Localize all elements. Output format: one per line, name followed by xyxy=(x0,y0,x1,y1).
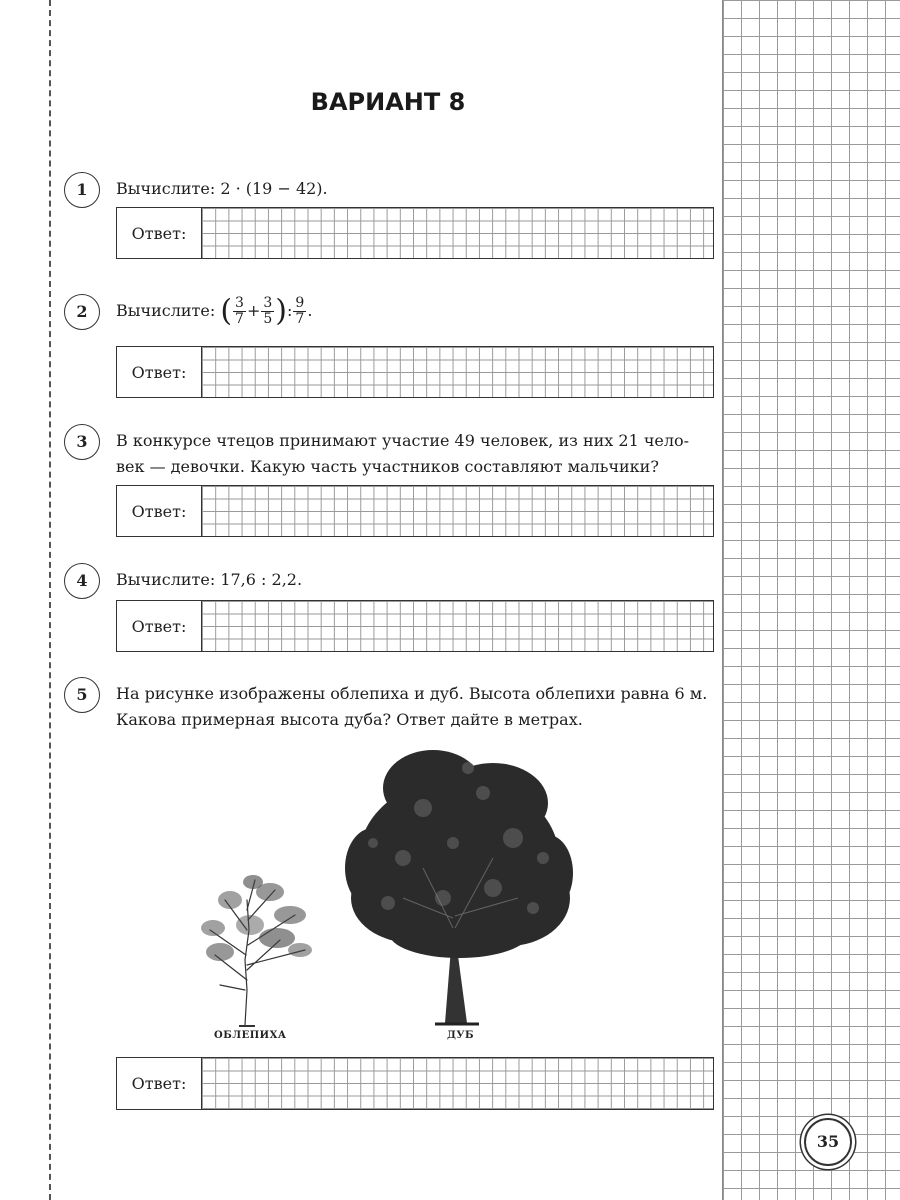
cut-line xyxy=(49,0,51,1200)
page-title: ВАРИАНТ 8 xyxy=(310,88,466,116)
plus-sign: + xyxy=(246,301,261,320)
oak-label: ДУБ xyxy=(447,1030,475,1041)
task-1-text: Вычислите: 2 · (19 − 42). xyxy=(116,179,328,198)
answer-label: Ответ: xyxy=(131,1074,187,1093)
answer-box-1[interactable] xyxy=(116,207,714,259)
answer-grid[interactable] xyxy=(201,601,713,651)
oak-illustration xyxy=(343,748,575,1028)
task-number-2: 2 xyxy=(64,294,100,330)
answer-box-5[interactable] xyxy=(116,1057,714,1110)
answer-box-2[interactable] xyxy=(116,346,714,398)
fraction-3: $\frac{9}{7}$ xyxy=(295,295,305,327)
answer-box-3[interactable] xyxy=(116,485,714,537)
task-number-3: 3 xyxy=(64,424,100,460)
task-5-line-2: Какова примерная высота дуба? Ответ дайте в метрах. xyxy=(116,710,583,729)
division-sign: : xyxy=(287,301,293,320)
task-number-4: 4 xyxy=(64,563,100,599)
answer-grid[interactable] xyxy=(201,1058,713,1109)
answer-grid[interactable] xyxy=(201,208,713,258)
task-2-prefix: Вычислите: xyxy=(116,301,221,320)
answer-grid[interactable] xyxy=(201,347,713,397)
sea-buckthorn-label: ОБЛЕПИХА xyxy=(214,1030,287,1041)
task-number-1: 1 xyxy=(64,172,100,208)
answer-grid[interactable] xyxy=(201,486,713,536)
sea-buckthorn-illustration xyxy=(195,870,325,1030)
fraction-2: $\frac{3}{5}$ xyxy=(263,295,273,327)
fraction-1: $\frac{3}{7}$ xyxy=(235,295,244,327)
task-4-text: Вычислите: 17,6 : 2,2. xyxy=(116,570,303,589)
page-number: 35 xyxy=(804,1118,852,1166)
margin-grid xyxy=(722,0,900,1200)
task-3-line-1: В конкурсе чтецов принимают участие 49 человек, из них 21 чело- xyxy=(116,431,690,450)
task-5-line-1: На рисунке изображены облепиха и дуб. Высота облепихи равна 6 м. xyxy=(116,684,708,703)
answer-label: Ответ: xyxy=(131,223,187,243)
answer-label: Ответ: xyxy=(131,616,187,636)
task-number-5: 5 xyxy=(64,677,100,713)
answer-label: Ответ: xyxy=(131,362,187,382)
task-3-line-2: век — девочки. Какую часть участников составляют мальчики? xyxy=(116,457,659,476)
answer-label: Ответ: xyxy=(131,501,187,521)
task-2-text: Вычислите: ( $\frac{3}{7}$ + $\frac{3}{5}$ ): $\frac{9}{7}$ . xyxy=(116,293,313,329)
answer-box-4[interactable] xyxy=(116,600,714,652)
